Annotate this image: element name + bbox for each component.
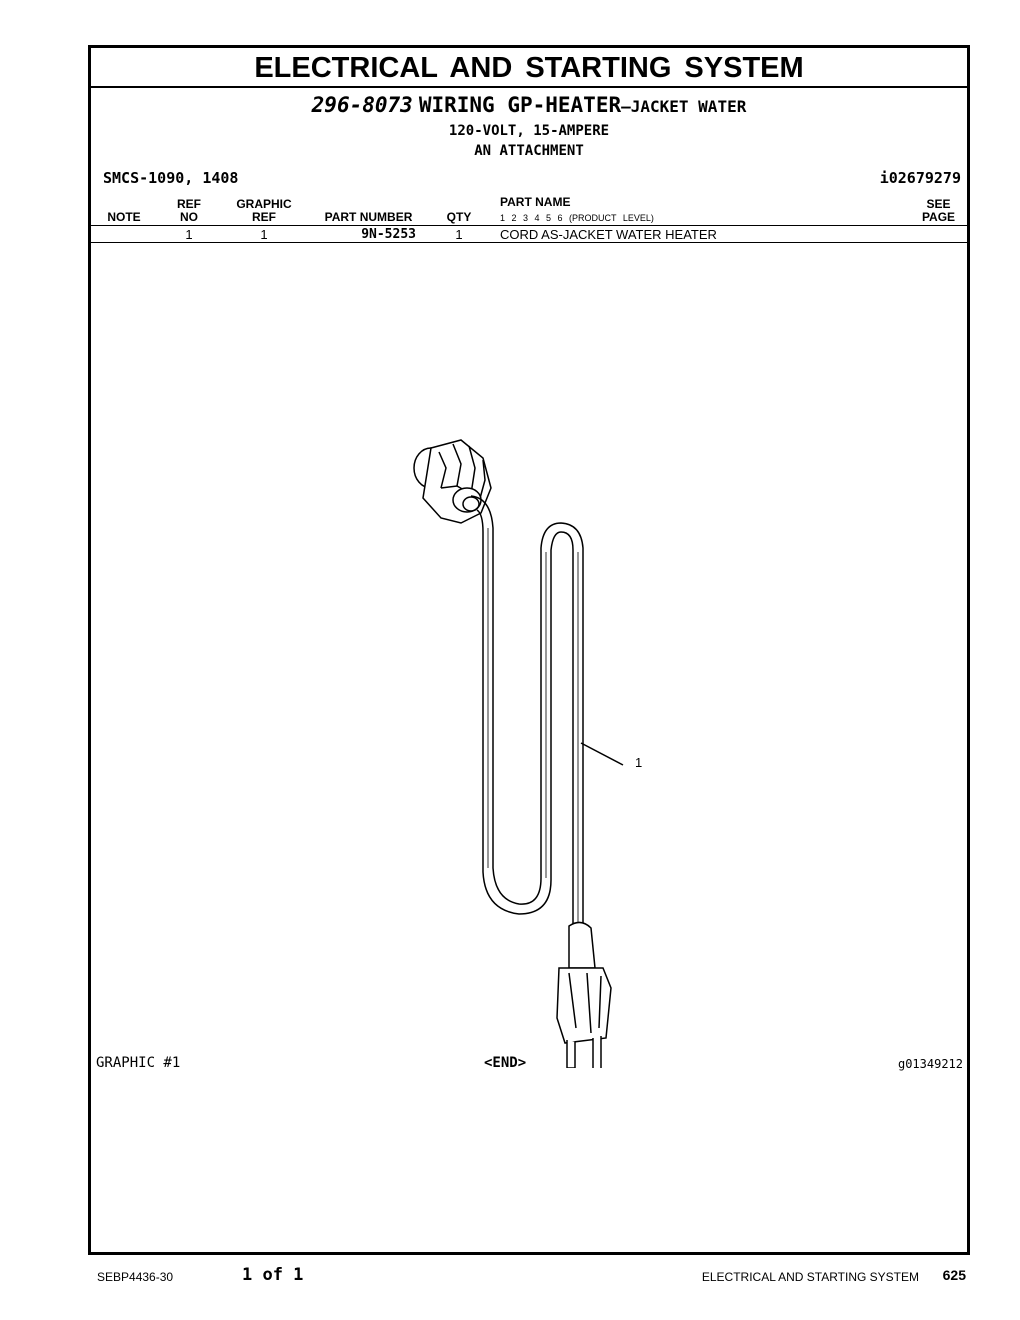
row-ref-no: 1 (185, 227, 193, 242)
header-ref-no-top: REF (177, 197, 201, 211)
group-number: 296-8073 (311, 93, 413, 117)
group-name: WIRING GP-HEATER (418, 93, 622, 117)
cord-assembly-illustration (391, 428, 671, 1068)
header-see-page-top: SEE (926, 197, 951, 211)
footer-doc-number: SEBP4436-30 (97, 1270, 174, 1284)
row-part-name: CORD AS-JACKET WATER HEATER (500, 227, 717, 242)
footer-page-number: 625 (942, 1267, 966, 1283)
graphic-id: g01349212 (897, 1057, 963, 1071)
callout-label: 1 (635, 755, 643, 770)
smcs-code: SMCS-1090, 1408 (103, 169, 239, 187)
row-rule (91, 242, 967, 243)
end-label: <END> (484, 1055, 527, 1071)
footer-section: ELECTRICAL AND STARTING SYSTEM (701, 1270, 919, 1284)
header-graphic-ref-bottom: REF (252, 210, 276, 224)
header-see-page-bottom: PAGE (921, 210, 956, 224)
header-qty: QTY (446, 210, 472, 224)
header-note: NOTE (107, 210, 141, 224)
attachment-line: AN ATTACHMENT (474, 143, 584, 159)
header-graphic-ref-top: GRAPHIC (236, 197, 292, 211)
graphic-label: GRAPHIC #1 (96, 1055, 181, 1071)
header-part-number: PART NUMBER (324, 210, 413, 224)
info-id: i02679279 (879, 169, 961, 187)
header-product-levels: 1 2 3 4 5 6 (PRODUCT LEVEL) (500, 213, 654, 223)
header-part-name: PART NAME (500, 195, 571, 209)
row-qty: 1 (455, 227, 463, 242)
group-suffix: —JACKET WATER (621, 97, 747, 116)
header-rule (91, 225, 967, 226)
page-title: ELECTRICAL AND STARTING SYSTEM (91, 48, 967, 88)
header-ref-no-bottom: NO (180, 210, 198, 224)
page-frame (88, 45, 970, 1255)
group-heading (91, 93, 967, 117)
footer-page-of: 1 of 1 (242, 1265, 304, 1285)
row-part-number: 9N-5253 (361, 227, 416, 242)
row-graphic-ref: 1 (260, 227, 268, 242)
spec-line: 120-VOLT, 15-AMPERE (448, 123, 610, 139)
